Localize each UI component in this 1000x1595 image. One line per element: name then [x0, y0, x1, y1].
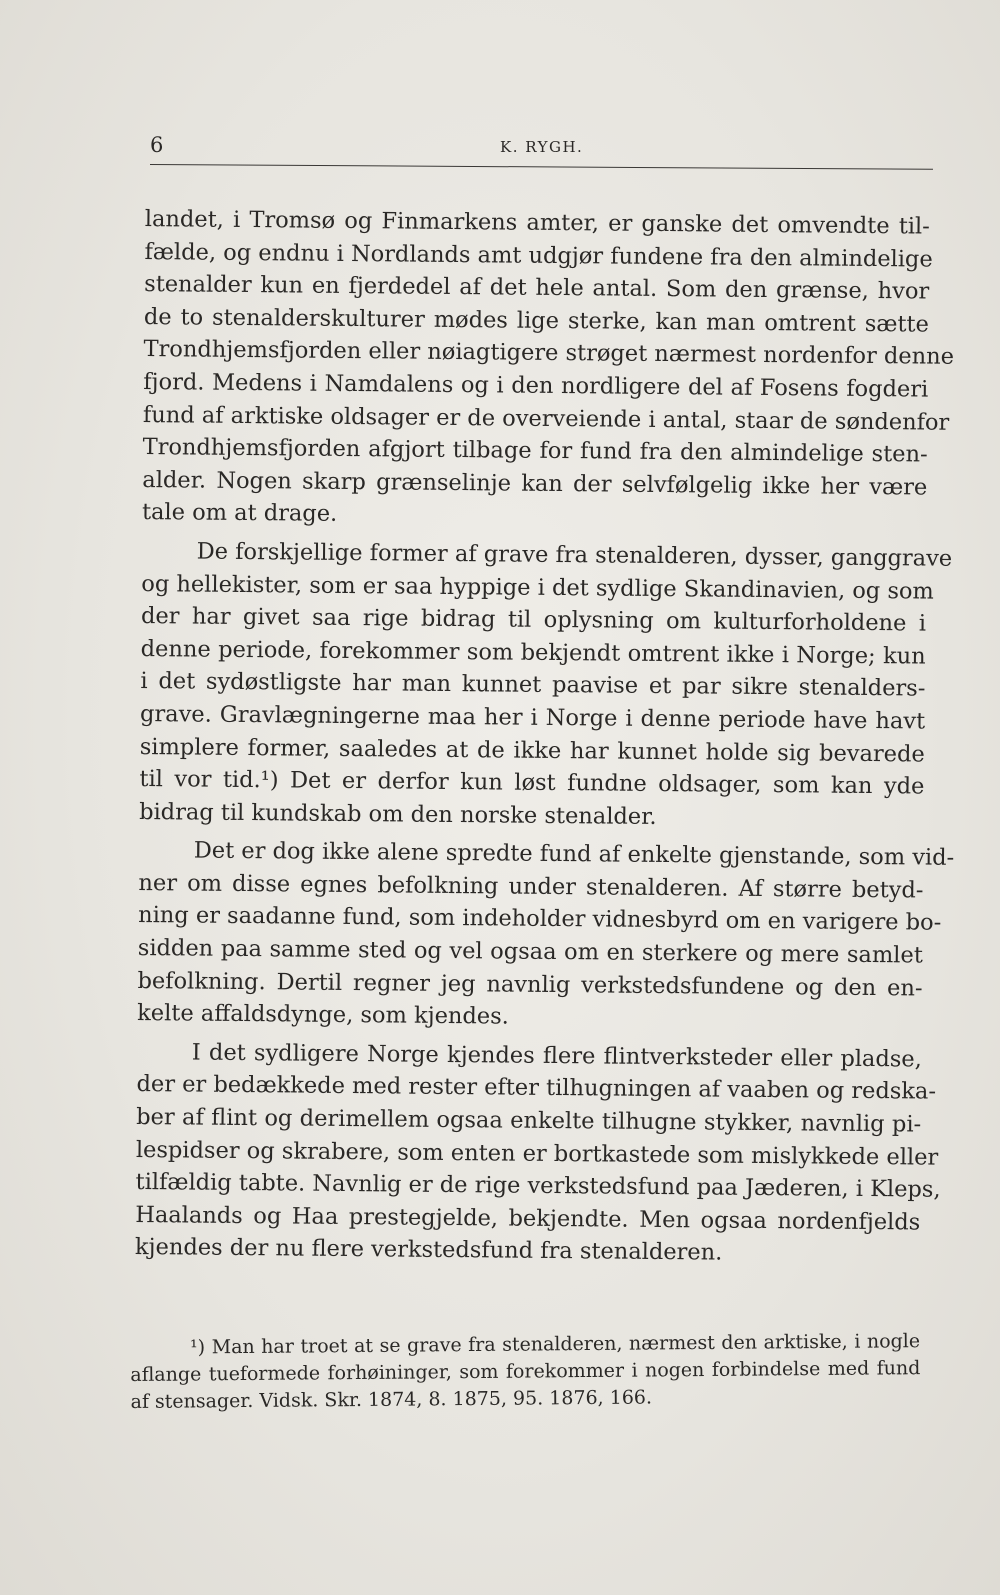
running-head: K. RYGH.: [500, 138, 584, 156]
text-line: tale om at drage.: [141, 499, 338, 528]
text-line: landet, i Tromsø og Finmarkens amter, er ganske det omvendte til-: [144, 205, 930, 240]
text-line: ber af flint og derimellem ogsaa enkelte tilhugne stykker, navnlig pi-: [136, 1103, 922, 1138]
text-line: fjord. Medens i Namdalens og i den nordligere del af Fosens fogderi: [143, 368, 929, 403]
text-line: befolkning. Dertil regner jeg navnlig verkstedsfundene og den en-: [137, 967, 923, 1002]
page-number: 6: [150, 133, 164, 157]
text-line: til vor tid.¹) Det er derfor kun løst fundne oldsager, som kan yde: [139, 766, 925, 800]
header-rule: [150, 164, 933, 170]
text-line: tilfældig tabte. Navnlig er de rige verkstedsfund paa Jæderen, i Kleps,: [135, 1169, 941, 1203]
text-line: Trondhjemsfjorden eller nøiagtigere strøget nærmest nordenfor denne: [143, 336, 955, 371]
text-line: de to stenalderskulturer mødes lige sterke, kan man omtrent sætte: [143, 303, 929, 338]
text-line: fælde, og endnu i Nordlands amt udgjør fundene fra den almindelige: [144, 238, 933, 273]
text-line: alder. Nogen skarp grænselinje kan der selvfølgelig ikke her være: [142, 466, 928, 501]
text-line: grave. Gravlægningerne maa her i Norge i denne periode have havt: [139, 700, 926, 735]
text-line: fund af arktiske oldsager er de overveiende i antal, staar de søndenfor: [142, 401, 950, 436]
paragraph-2: [139, 535, 953, 836]
footnote-line: af stensager. Vidsk. Skr. 1874, 8. 1875, 95. 1876, 166.: [130, 1386, 653, 1413]
text-line: kelte affaldsdynge, som kjendes.: [137, 1000, 510, 1030]
paragraph-3: [137, 834, 955, 1037]
footnote-line: aflange tueformede forhøininger, som forekommer i nogen forbindelse med fund: [130, 1357, 921, 1386]
text-line: i det sydøstligste har man kunnet paavise et par sikre stenalders-: [140, 668, 926, 702]
text-line: Det er dog ikke alene spredte fund af enkelte gjenstande, som vid-: [193, 837, 955, 872]
paragraph-4: [134, 1036, 941, 1272]
text-line: bidrag til kundskab om den norske stenalder.: [139, 798, 657, 830]
text-line: De forskjellige former af grave fra stenalderen, dysser, ganggrave: [196, 538, 953, 572]
text-line: simplere former, saaledes at de ikke har kunnet holde sig bevarede: [139, 733, 925, 768]
text-line: I det sydligere Norge kjendes flere flintverksteder eller pladse,: [191, 1039, 922, 1073]
text-line: der har givet saa rige bidrag til oplysning om kulturforholdene i: [140, 603, 927, 637]
page-header: [150, 133, 930, 163]
text-line: lespidser og skrabere, som enten er bortkastede som mislykkede eller: [135, 1136, 939, 1171]
text-line: stenalder kun en fjerdedel af det hele antal. Som den grænse, hvor: [144, 271, 930, 305]
text-line: kjendes der nu flere verkstedsfund fra stenalderen.: [134, 1234, 723, 1266]
footnote-line: ¹) Man har troet at se grave fra stenalderen, nærmest den arktiske, i nogle: [190, 1330, 921, 1359]
body-text: [134, 203, 955, 1271]
text-line: der er bedækkede med rester efter tilhugningen af vaaben og redska-: [136, 1071, 937, 1106]
text-line: ning er saadanne fund, som indeholder vidnesbyrd om en varigere bo-: [138, 902, 942, 937]
text-line: og hellekister, som er saa hyppige i det sydlige Skandinavien, og som: [141, 570, 934, 605]
footnote: [130, 1328, 921, 1416]
text-line: ner om disse egnes befolkning under stenalderen. Af større betyd-: [138, 869, 924, 904]
text-line: sidden paa samme sted og vel ogsaa om en sterkere og mere samlet: [137, 935, 923, 969]
text-line: denne periode, forekommer som bekjendt omtrent ikke i Norge; kun: [140, 635, 926, 670]
text-line: Haalands og Haa prestegjelde, bekjendte. Men ogsaa nordenfjelds: [135, 1201, 921, 1236]
text-line: Trondhjemsfjorden afgjort tilbage for fund fra den almindelige sten-: [142, 434, 928, 468]
paragraph-1: [141, 203, 955, 536]
